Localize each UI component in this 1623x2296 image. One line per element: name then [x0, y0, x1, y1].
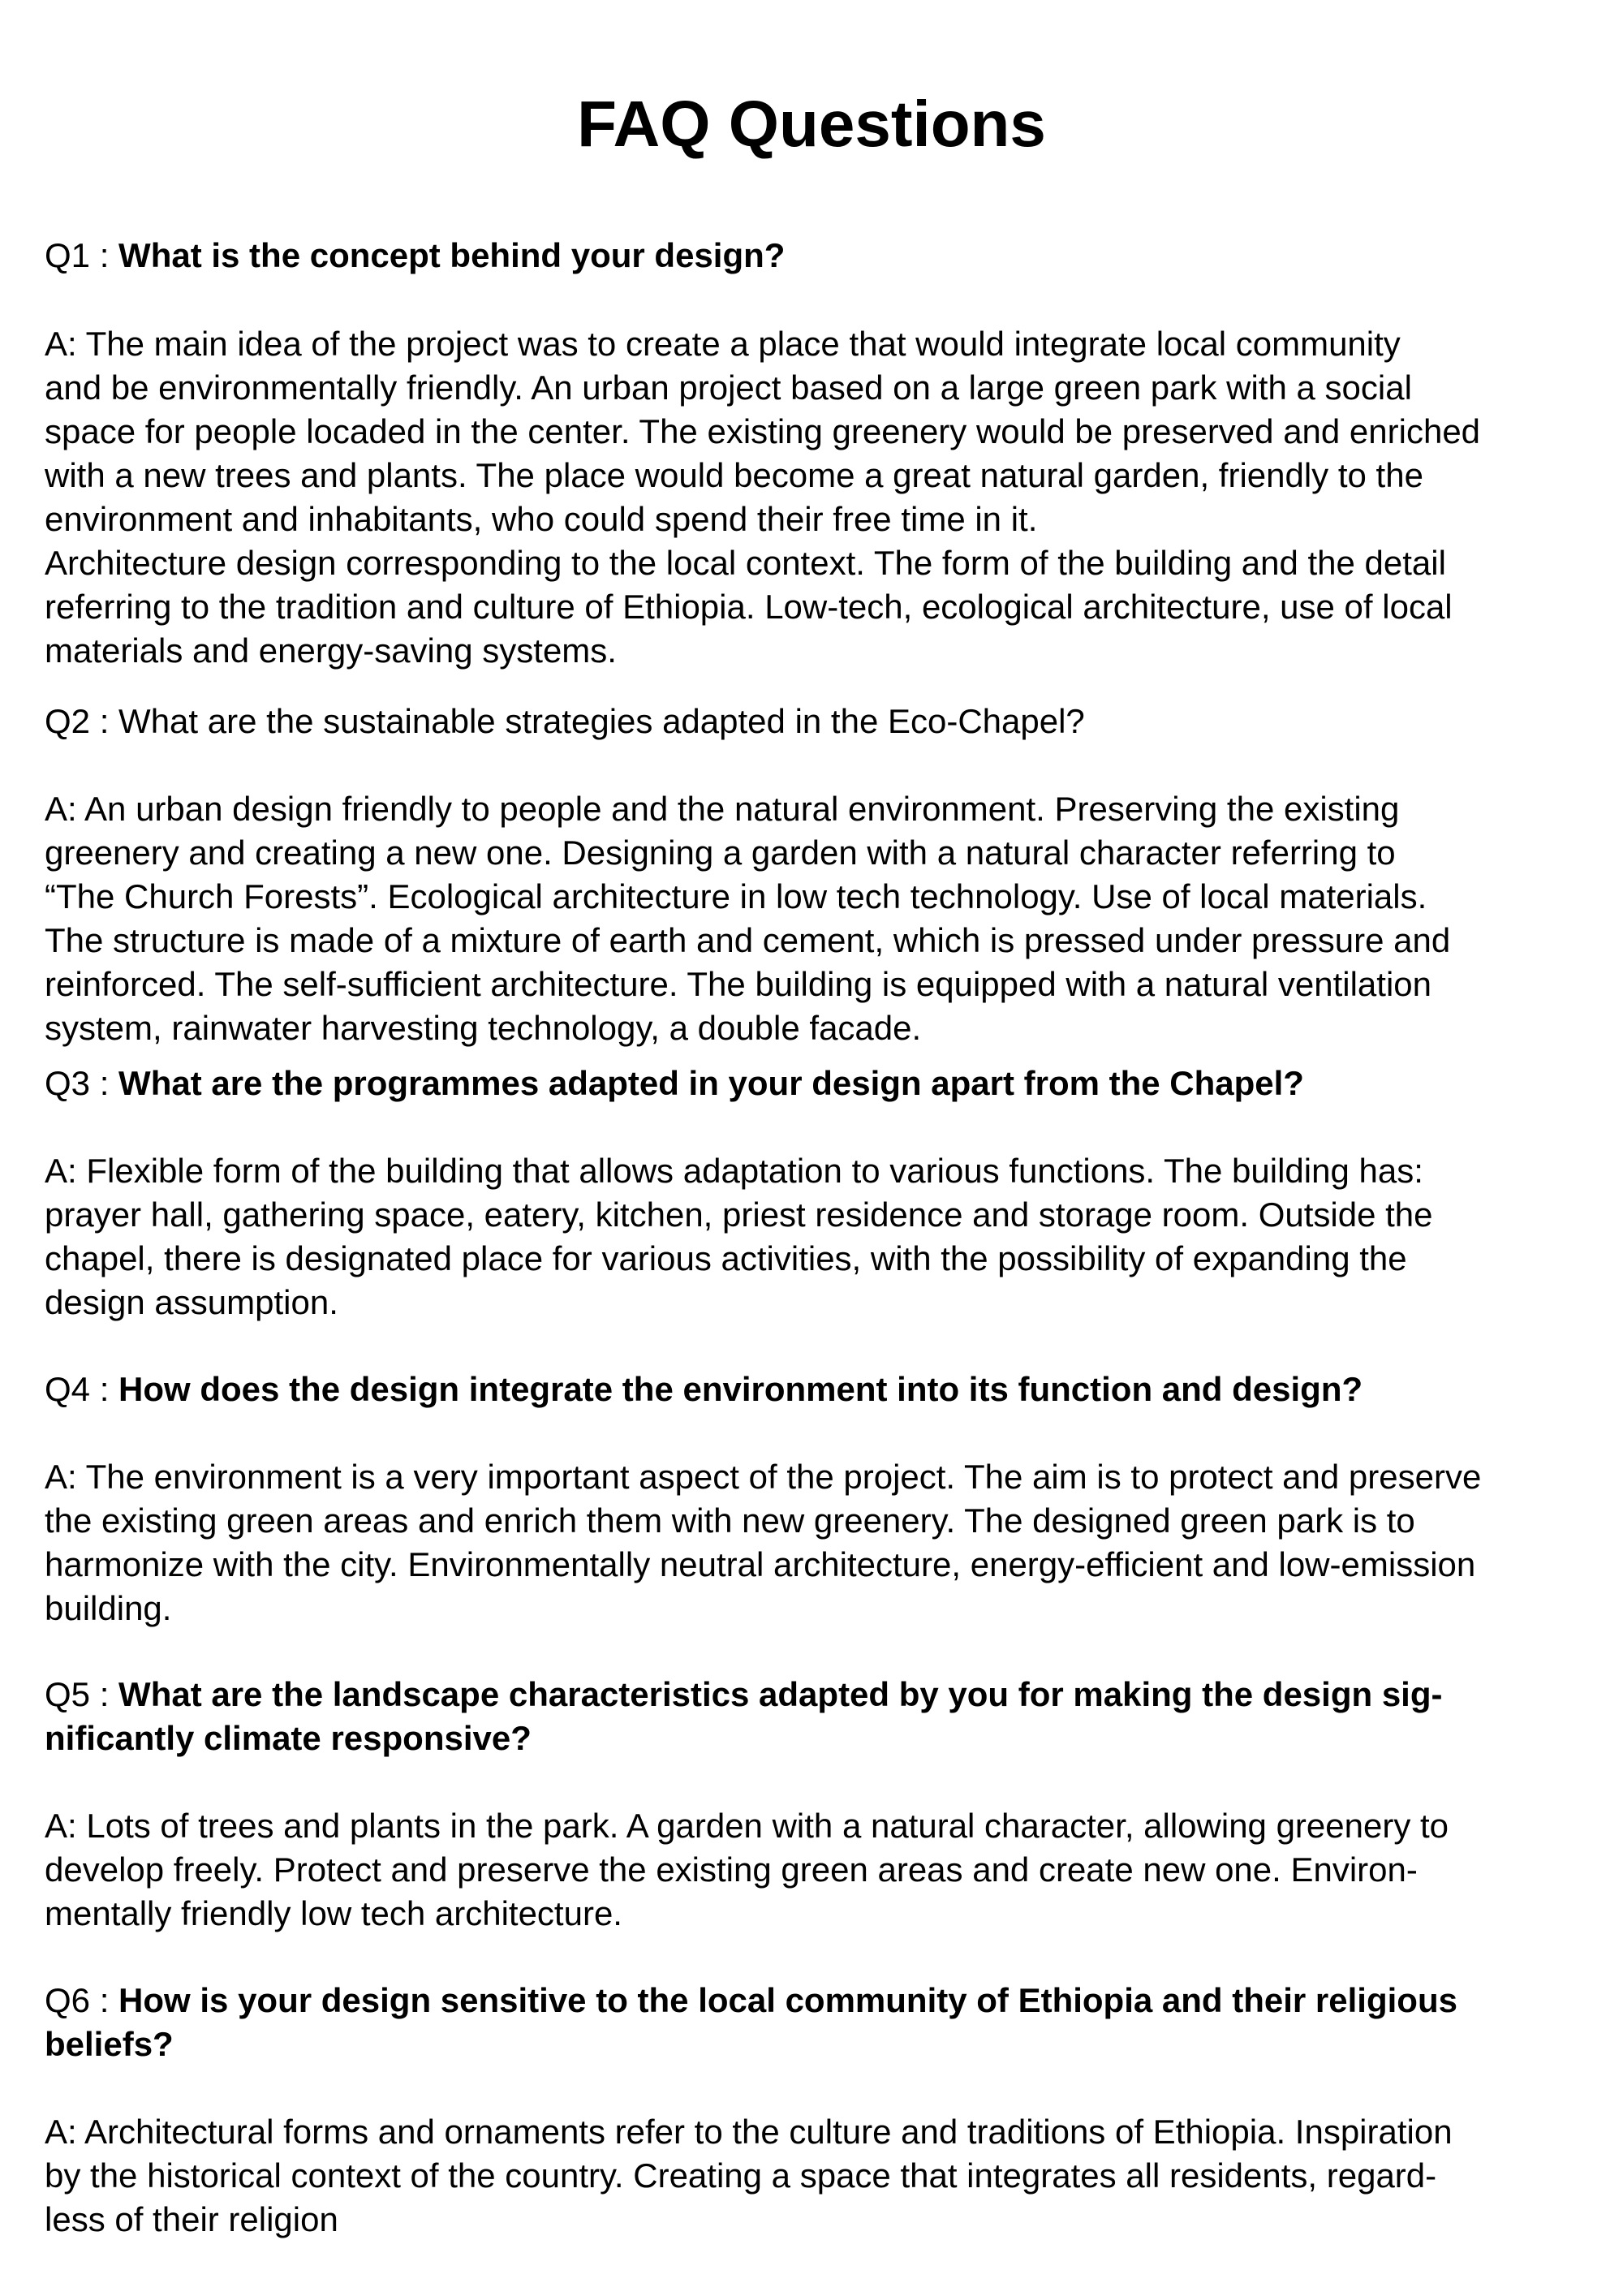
answer-4: A: The environment is a very important aspect of the project. The aim is to protect and preserve the existing green areas and enrich them with new greenery. The designed green park is to harmonize with the city. Environmentally neutral architecture, energy-efficient and low-emission building.: [45, 1458, 1482, 1627]
question-5: [45, 1673, 1586, 1760]
question-number: Q4 :: [45, 1370, 119, 1408]
question-text: What are the sustainable strategies adapted in the Eco-Chapel?: [118, 702, 1085, 740]
question-text: How does the design integrate the environment into its function and design?: [118, 1370, 1363, 1408]
question-2: [45, 700, 1586, 743]
answer-5: A: Lots of trees and plants in the park. A garden with a natural character, allowing greenery to develop freely. Protect and preserve the existing green areas and create new one. Environ- mentally friendly low tech architecture.: [45, 1807, 1449, 1932]
answer-3: A: Flexible form of the building that allows adaptation to various functions. The building has: prayer hall, gathering space, eatery, kitchen, priest residence and storage room. Outside the chapel, there is designated place for various activities, with the possibility of expanding the design assumption.: [45, 1152, 1433, 1321]
answer-6: A: Architectural forms and ornaments refer to the culture and traditions of Ethiopia. Inspiration by the historical context of the country. Creating a space that integrates all residents, regard- less of their religion: [45, 2113, 1453, 2238]
question-number: Q5 :: [45, 1675, 119, 1713]
question-number: Q1 :: [45, 236, 119, 274]
question-number: Q2 :: [45, 702, 119, 740]
question-text: What are the landscape characteristics adapted by you for making the design sig- nificantly climate responsive?: [45, 1675, 1443, 1757]
answer-2: A: An urban design friendly to people and the natural environment. Preserving the existing greenery and creating a new one. Designing a garden with a natural character referring to “The Church Forests”. Ecological architecture in low tech technology. Use of local materials. The structure is made of a mixture of earth and cement, which is pressed under pressure and reinforced. The self-sufficient architecture. The building is equipped with a natural ventilation system, rainwater harvesting technology, a double facade.: [45, 790, 1451, 1047]
question-6: [45, 1979, 1586, 2066]
question-4: [45, 1368, 1586, 1411]
page-title: FAQ Questions: [577, 88, 1046, 160]
question-3: [45, 1062, 1586, 1105]
question-number: Q3 :: [45, 1064, 119, 1102]
question-number: Q6 :: [45, 1981, 119, 2019]
question-1: [45, 234, 1586, 278]
question-text: What are the programmes adapted in your design apart from the Chapel?: [118, 1064, 1304, 1102]
answer-1: A: The main idea of the project was to create a place that would integrate local community and be environmentally friendly. An urban project based on a large green park with a social space for people locaded in the center. The existing greenery would be preserved and enriched with a new trees and plants. The place would become a great natural garden, friendly to the environment and inhabitants, who could spend their free time in it. Architecture design corresponding to the local context. The form of the building and the detail referring to the tradition and culture of Ethiopia. Low-tech, ecological architecture, use of local materials and energy-saving systems.: [45, 325, 1481, 670]
question-text: How is your design sensitive to the local community of Ethiopia and their religious beliefs?: [45, 1981, 1457, 2063]
question-text: What is the concept behind your design?: [118, 236, 786, 274]
